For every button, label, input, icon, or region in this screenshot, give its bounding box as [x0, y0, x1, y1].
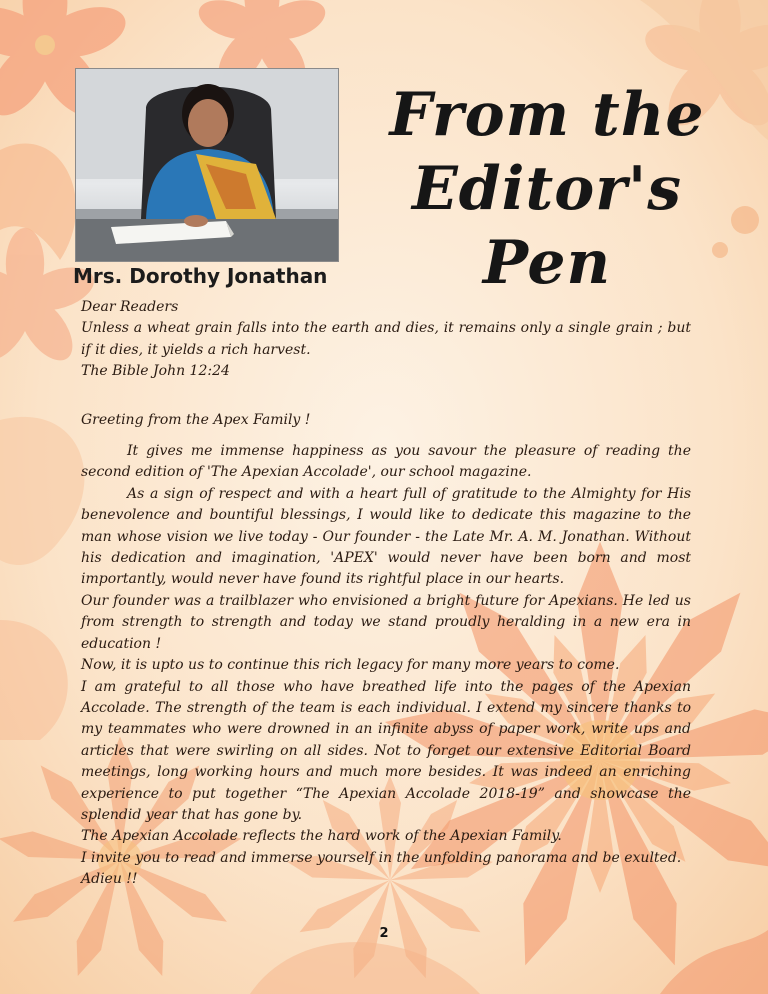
- greeting: Greeting from the Apex Family !: [81, 411, 311, 428]
- page-title-line2: Editor's Pen: [412, 154, 682, 298]
- salutation: Dear Readers: [81, 299, 179, 315]
- paragraph: I invite you to read and immerse yourself in the unfolding panorama and be exulted.: [81, 849, 682, 866]
- letter-body: [81, 297, 691, 891]
- editor-name: Mrs. Dorothy Jonathan: [73, 264, 328, 288]
- paragraph: Now, it is upto us to continue this rich legacy for many more years to come.: [81, 657, 620, 674]
- page-number: 2: [379, 926, 389, 941]
- quote-citation: The Bible John 12:24: [81, 363, 230, 380]
- bible-quote: Unless a wheat grain falls into the earth and dies, it remains only a single grain ; but if it dies, it yields a rich harvest.: [81, 320, 691, 358]
- editor-photo: [75, 68, 339, 262]
- page-title: [352, 78, 742, 300]
- closing: Adieu !!: [81, 871, 138, 888]
- paragraph: Our founder was a trailblazer who envisioned a bright future for Apexians. He led us from strength to strength and today we stand proudly heralding in a new era in education !: [81, 592, 691, 652]
- page-title-line1: From the: [389, 80, 705, 150]
- paragraph: I am grateful to all those who have breathed life into the pages of the Apexian Accolade. The strength of the team is each individual. I extend my sincere thanks to my teammates who were drowned in an infinite abyss of paper work, write ups and articles that were swirling on all sides. Not to forget our extensive Editorial Board meetings, long working hours and much more besides. It was indeed an enriching experience to put together “The Apexian Accolade 2018-19” and showcase the splendid year that has gone by.: [81, 678, 691, 823]
- paragraph: As a sign of respect and with a heart full of gratitude to the Almighty for His benevolence and bountiful blessings, I would like to dedicate this magazine to the man whose vision we live today - Our founder - the Late Mr. A. M. Jonathan. Without his dedication and imagination, 'APEX' would never have been born and most importantly, would never have found its rightful place in our hearts.: [81, 485, 691, 588]
- paragraph: The Apexian Accolade reflects the hard work of the Apexian Family.: [81, 828, 562, 845]
- paragraph: It gives me immense happiness as you savour the pleasure of reading the second edition of 'The Apexian Accolade', our school magazine.: [81, 443, 691, 481]
